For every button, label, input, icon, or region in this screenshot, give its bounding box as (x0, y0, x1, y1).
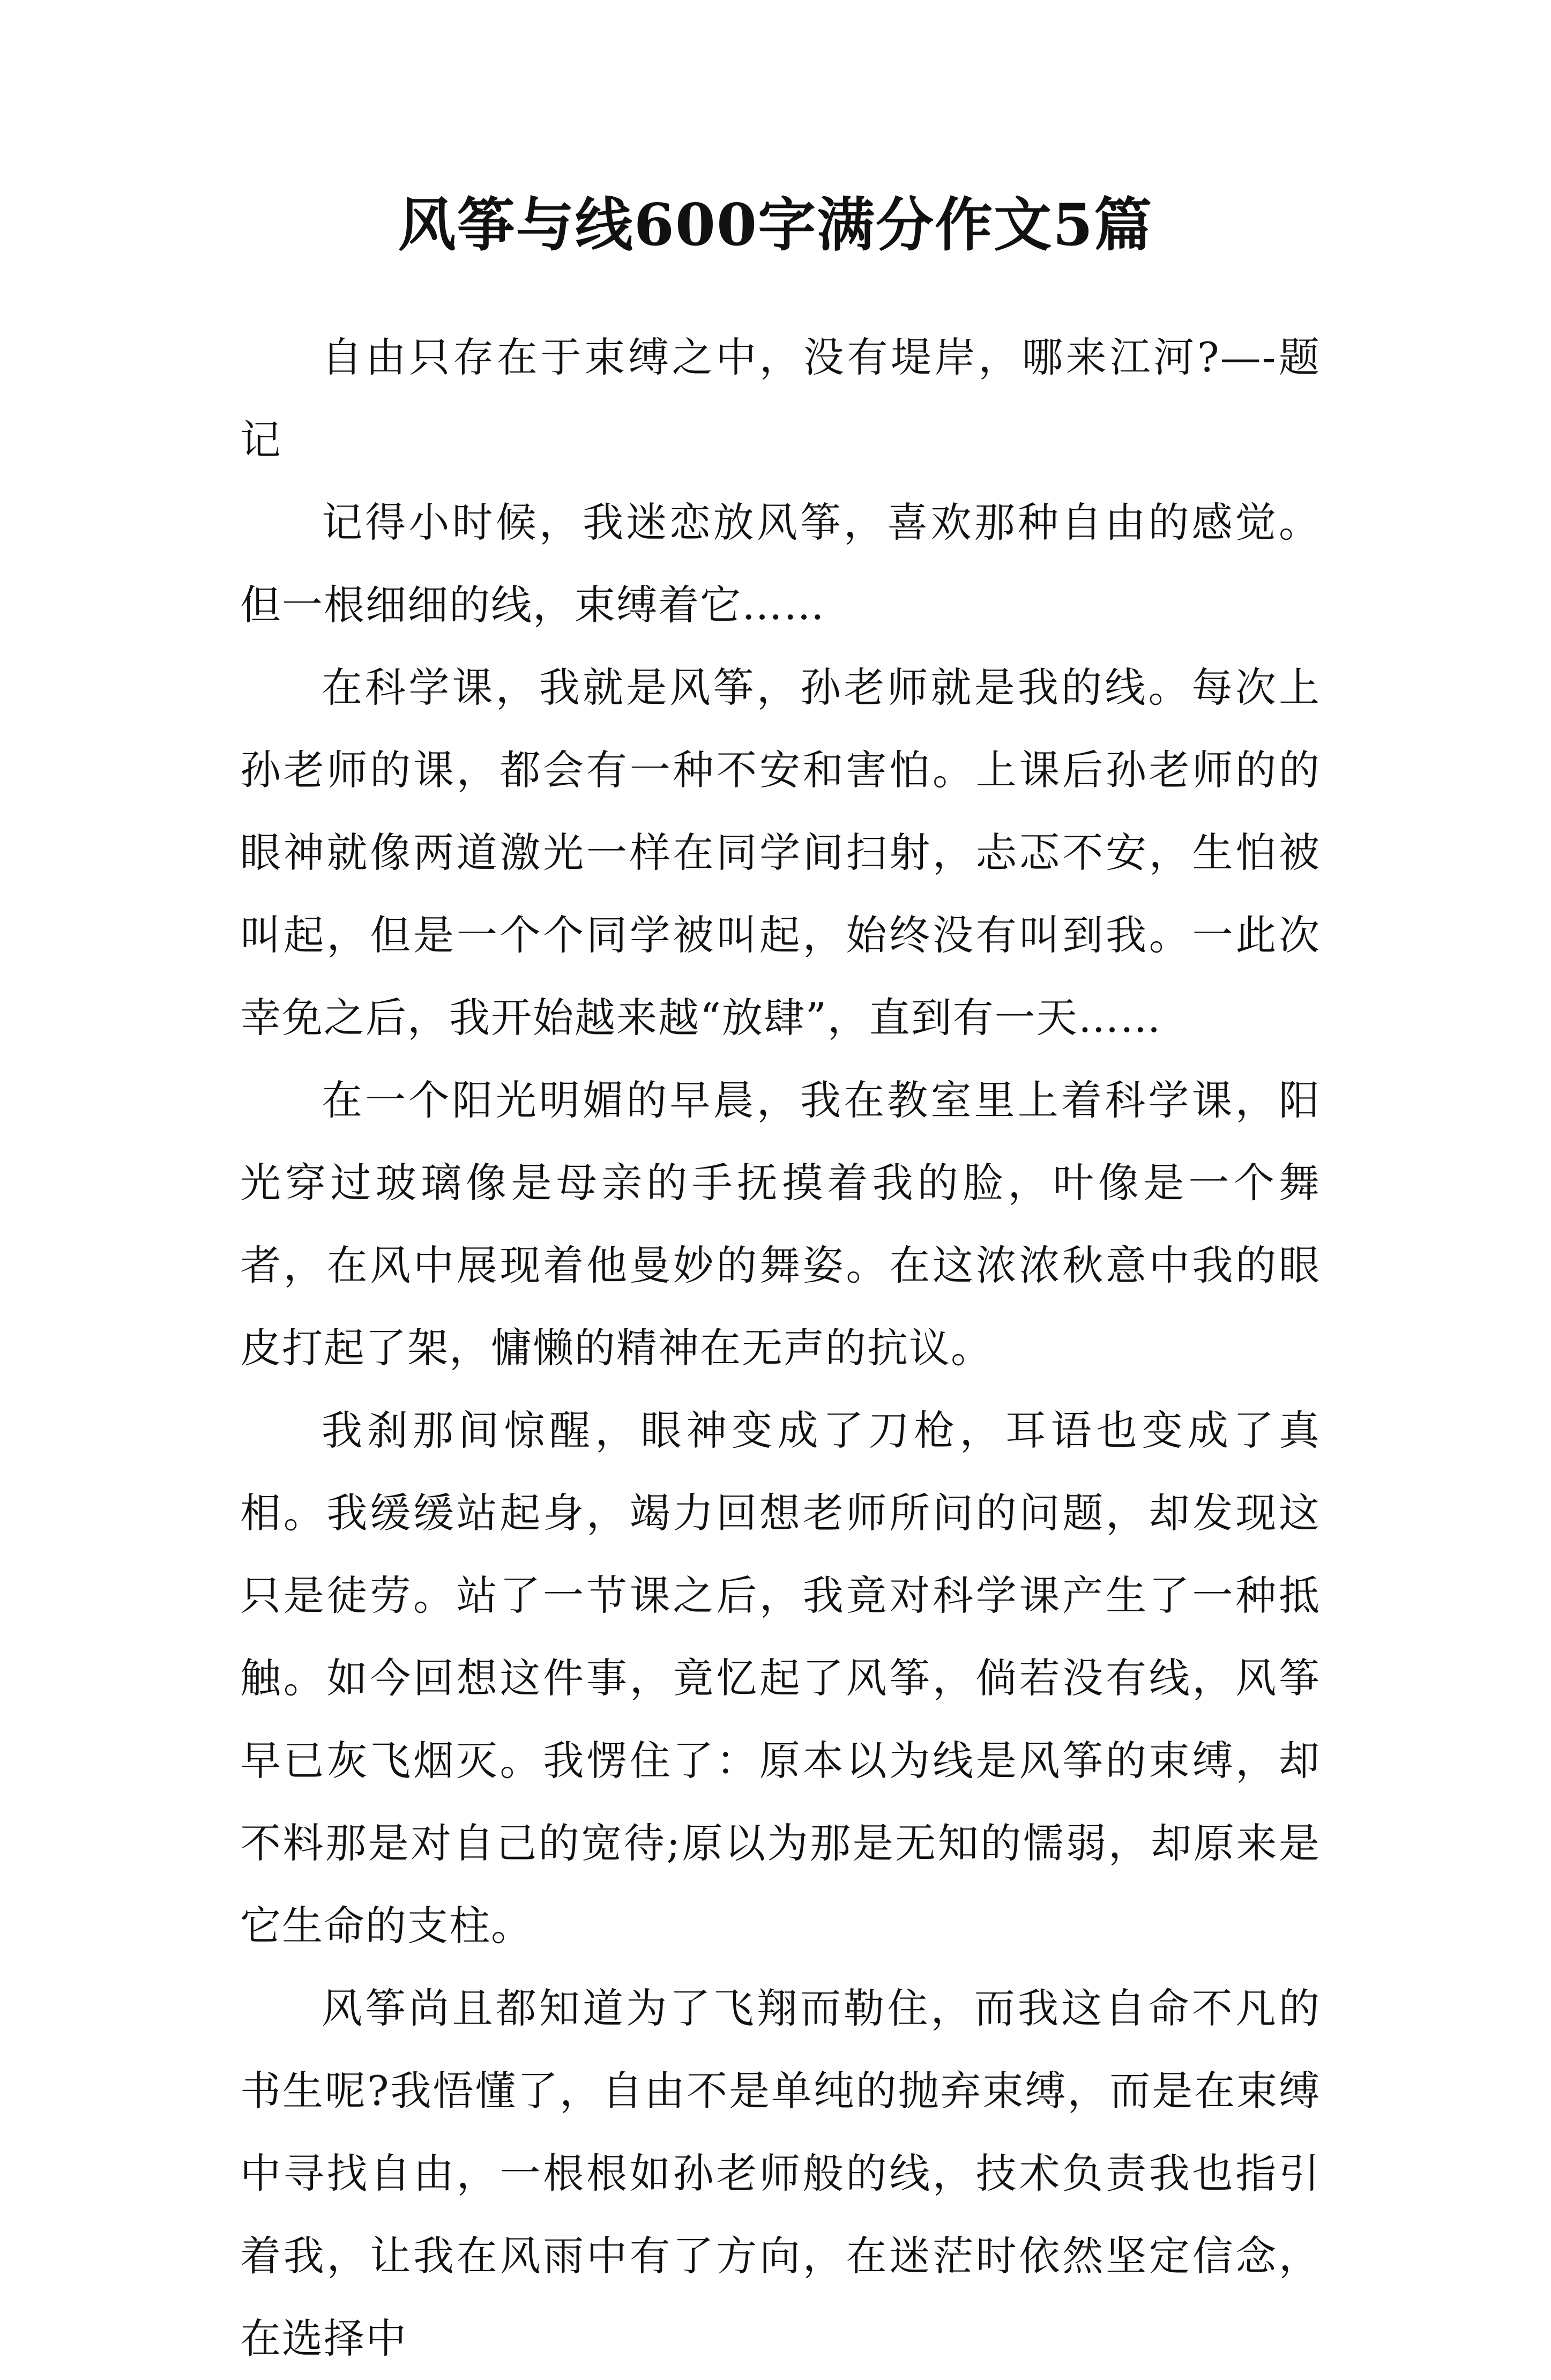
paragraph-childhood: 记得小时候，我迷恋放风筝，喜欢那种自由的感觉。但一根细细的线，束缚着它…… (240, 499, 1321, 629)
document-body (240, 316, 1321, 2380)
paragraph-awakening: 我刹那间惊醒，眼神变成了刀枪，耳语也变成了真相。我缓缓站起身，竭力回想老师所问的问题，却发现这只是徒劳。站了一节课之后，我竟对科学课产生了一种抵触。如今回想这件事，竟忆起了风筝，倘若没有线，风筝早已灰飞烟灭。我愣住了：原本以为线是风筝的束缚，却不料那是对自己的宽待;原以为那是无知的懦弱，却原来是它生命的支柱。 (240, 1407, 1321, 1950)
paragraph-morning: 在一个阳光明媚的早晨，我在教室里上着科学课，阳光穿过玻璃像是母亲的手抚摸着我的脸，叶像是一个舞者，在风中展现着他曼妙的舞姿。在这浓浓秋意中我的眼皮打起了架，慵懒的精神在无声的抗议。 (240, 1076, 1321, 1372)
paragraph-realization: 风筝尚且都知道为了飞翔而勒住，而我这自命不凡的书生呢?我悟懂了，自由不是单纯的抛弃束缚，而是在束缚中寻找自由，一根根如孙老师般的线，技术负责我也指引着我，让我在风雨中有了方向，在迷茫时依然坚定信念，在选择中 (240, 1984, 1321, 2362)
document-title: 风筝与线600字满分作文5篇 (398, 191, 1153, 259)
paragraph-epigraph: 自由只存在于束缚之中，没有堤岸，哪来江河?—-题记 (240, 333, 1321, 464)
paragraph-science-class: 在科学课，我就是风筝，孙老师就是我的线。每次上孙老师的课，都会有一种不安和害怕。上课后孙老师的的眼神就像两道激光一样在同学间扫射，忐忑不安，生怕被叫起，但是一个个同学被叫起，始终没有叫到我。一此次幸免之后，我开始越来越“放肆”，直到有一天…… (240, 664, 1321, 1042)
